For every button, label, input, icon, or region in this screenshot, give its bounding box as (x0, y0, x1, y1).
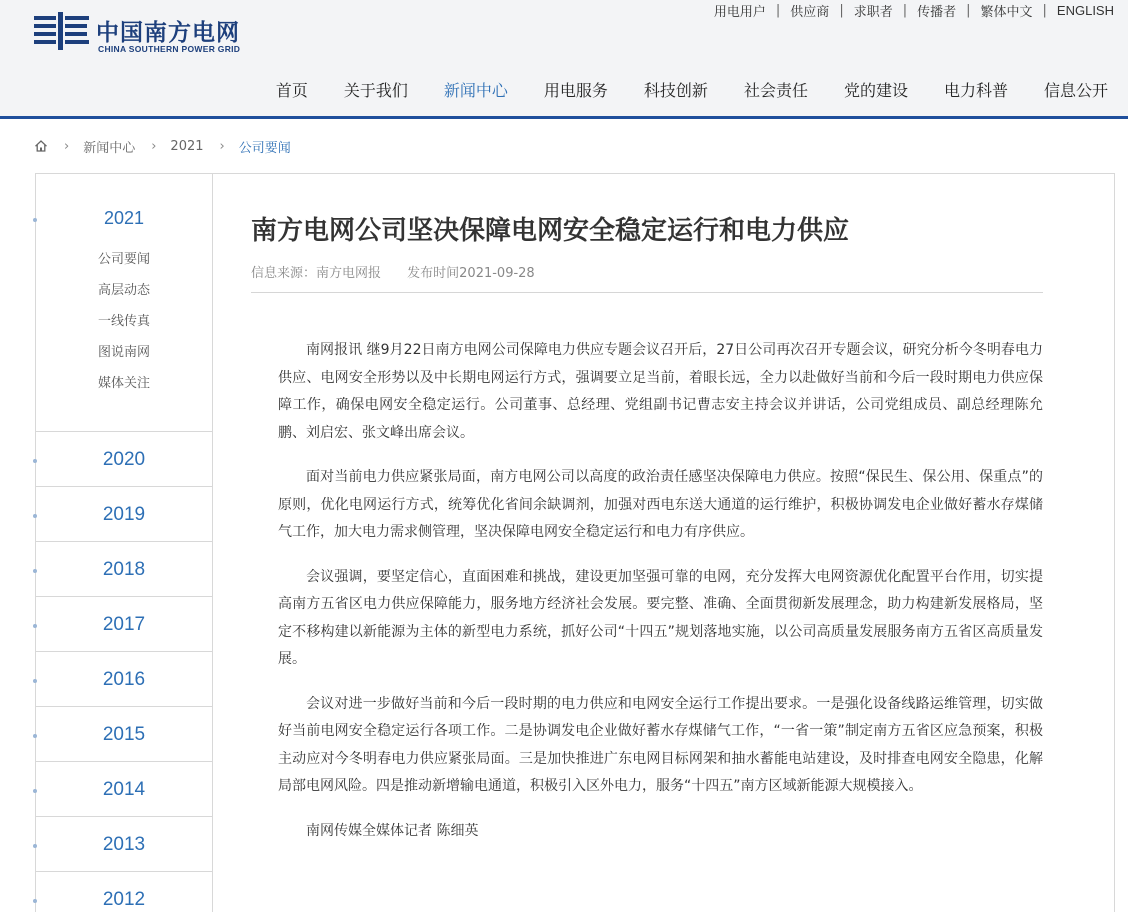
breadcrumb-news-center[interactable]: 新闻中心 (83, 140, 136, 156)
sidebar-year-row[interactable] (36, 872, 212, 912)
power-grid-logo-icon (34, 12, 90, 52)
breadcrumb-year[interactable]: 2021 (170, 138, 204, 154)
separator: | (839, 2, 844, 18)
title-divider (251, 292, 1043, 293)
nav-party-building[interactable]: 党的建设 (843, 81, 908, 100)
sidebar-item-leadership[interactable]: 高层动态 (97, 283, 150, 298)
separator: | (1042, 2, 1047, 18)
sidebar-year-label: 2020 (102, 449, 146, 470)
sidebar-year-row[interactable] (36, 707, 212, 762)
sidebar-year-row[interactable] (36, 487, 212, 542)
sidebar-year-label: 2012 (102, 889, 146, 910)
nav-info-disclosure[interactable]: 信息公开 (1043, 81, 1108, 100)
sidebar-item-frontline[interactable]: 一线传真 (97, 314, 150, 329)
sidebar-year-row[interactable] (36, 432, 212, 487)
toplink-traditional-chinese[interactable]: 繁体中文 (980, 4, 1033, 20)
nav-home[interactable]: 首页 (275, 81, 308, 100)
toplink-job-seekers[interactable]: 求职者 (853, 4, 893, 20)
sidebar-year-title[interactable]: 2021 (103, 208, 145, 228)
top-links (714, 1, 1114, 19)
article-source: 信息来源：南方电网报 (251, 266, 382, 281)
site-logo[interactable] (34, 12, 274, 56)
nav-social-responsibility[interactable]: 社会责任 (743, 81, 808, 100)
nav-power-service[interactable]: 用电服务 (543, 81, 608, 100)
sidebar-year-2021 (36, 174, 212, 432)
nav-about[interactable]: 关于我们 (343, 81, 408, 100)
sidebar-year-nav (35, 173, 213, 912)
article-title: 南方电网公司坚决保障电网安全稳定运行和电力供应 (251, 216, 850, 246)
sidebar-year-row[interactable] (36, 652, 212, 707)
sidebar-year-label: 2019 (102, 504, 146, 525)
sidebar-year-row[interactable] (36, 597, 212, 652)
article-panel (213, 173, 1115, 912)
sidebar-year-label: 2017 (102, 614, 146, 635)
home-icon[interactable] (34, 139, 48, 153)
logo-text-cn: 中国南方电网 (96, 20, 240, 46)
chevron-right-icon: › (219, 138, 225, 154)
breadcrumb (34, 136, 291, 156)
article-date: 发布时间2021-09-28 (407, 266, 535, 281)
article-paragraph: 面对当前电力供应紧张局面，南方电网公司以高度的政治责任感坚决保障电力供应。按照“保民生、保公用、保重点”的原则，优化电网运行方式，统筹优化省间余缺调剂，加强对西电东送大通道的运行维护，积极协调发电企业做好蓄水存煤储气工作，加大电力需求侧管理，坚决保障电网安全稳定运行和电力有序供应。 (278, 469, 1043, 540)
site-header (0, 0, 1128, 116)
sidebar-year-label: 2014 (102, 779, 146, 800)
sidebar-year-row[interactable] (36, 762, 212, 817)
main-nav (240, 78, 1108, 100)
article-meta (251, 262, 535, 281)
chevron-right-icon: › (151, 138, 157, 154)
sidebar-item-company-news[interactable]: 公司要闻 (97, 252, 150, 267)
sidebar-item-media[interactable]: 媒体关注 (97, 376, 150, 391)
sidebar-year-label: 2016 (102, 669, 146, 690)
nav-tech-innovation[interactable]: 科技创新 (643, 81, 708, 100)
nav-power-science[interactable]: 电力科普 (943, 81, 1008, 100)
separator: | (966, 2, 971, 18)
sidebar-year-row[interactable] (36, 542, 212, 597)
nav-news-center[interactable]: 新闻中心 (443, 81, 508, 100)
separator: | (775, 2, 781, 18)
chevron-right-icon: › (64, 138, 70, 154)
header-divider (0, 116, 1128, 119)
toplink-english[interactable]: ENGLISH (1056, 2, 1114, 18)
article-paragraph: 会议对进一步做好当前和今后一段时期的电力供应和电网安全运行工作提出要求。一是强化设备线路运维管理，切实做好当前电网安全稳定运行各项工作。二是协调发电企业做好蓄水存煤储气工作，“一省一策”制定南方五省区应急预案，积极主动应对今冬明春电力供应紧张局面。三是加快推进广东电网目标网架和抽水蓄能电站建设，及时排查电网安全隐患，化解局部电网风险。四是推动新增输电通道，积极引入区外电力，服务“十四五”南方区域新能源大规模接入。 (278, 695, 1043, 794)
article-byline: 南网传媒全媒体记者 陈细英 (306, 822, 479, 839)
sidebar-year-row[interactable] (36, 817, 212, 872)
separator: | (902, 2, 908, 18)
article-body (278, 337, 1043, 862)
sidebar-year-label: 2018 (102, 559, 146, 580)
article-paragraph: 南网报讯 继9月22日南方电网公司保障电力供应专题会议召开后，27日公司再次召开专题会议，研究分析今冬明春电力供应、电网安全形势以及中长期电网运行方式，强调要立足当前，着眼长远，全力以赴做好当前和今后一段时期电力供应保障工作，确保电网安全稳定运行。公司董事、总经理、党组副书记曹志安主持会议并讲话，公司党组成员、副总经理陈允鹏、刘启宏、张文峰出席会议。 (278, 342, 1043, 441)
sidebar-year-label: 2015 (102, 724, 146, 745)
toplink-communicators[interactable]: 传播者 (917, 4, 957, 20)
toplink-suppliers[interactable]: 供应商 (790, 4, 830, 20)
toplink-power-users[interactable]: 用电用户 (713, 4, 766, 20)
sidebar-subnav (36, 250, 212, 405)
article-paragraph: 会议强调，要坚定信心，直面困难和挑战，建设更加坚强可靠的电网，充分发挥大电网资源优化配置平台作用，切实提高南方五省区电力供应保障能力，服务地方经济社会发展。要完整、准确、全面贯彻新发展理念，助力构建新发展格局，坚定不移构建以新能源为主体的新型电力系统，抓好公司“十四五”规划落地实施，以公司高质量发展服务南方五省区高质量发展。 (278, 568, 1043, 667)
sidebar-item-photo-news[interactable]: 图说南网 (97, 345, 150, 360)
breadcrumb-current[interactable]: 公司要闻 (238, 140, 291, 156)
sidebar-year-label: 2013 (102, 834, 146, 855)
logo-text-en: CHINA SOUTHERN POWER GRID (98, 44, 241, 54)
